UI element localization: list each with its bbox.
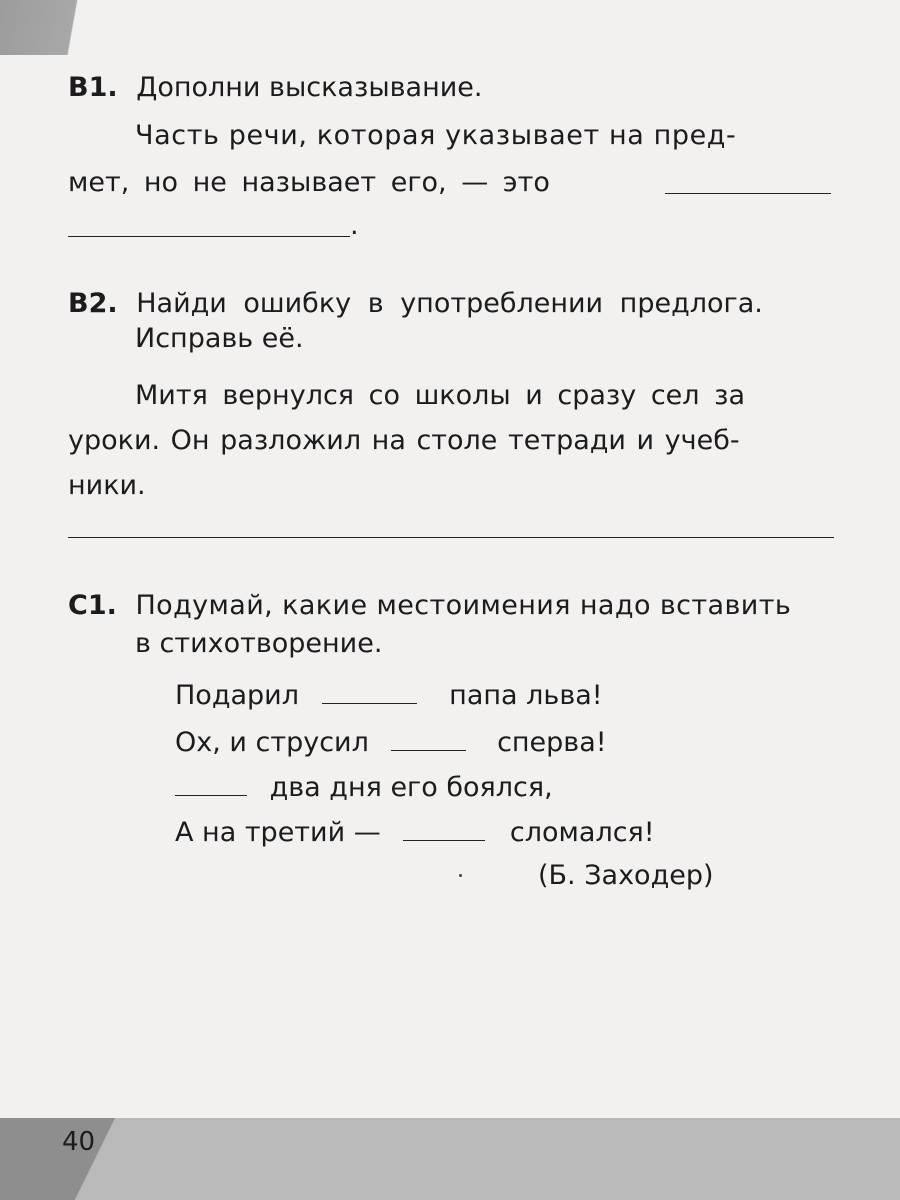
task-b1-label: В1. xyxy=(68,72,118,103)
answer-line-b1-2[interactable] xyxy=(68,236,350,237)
task-c1-title-2: в стихотворение. xyxy=(135,628,383,659)
poem-line-2-end: сперва! xyxy=(497,727,607,758)
poem-line-1 xyxy=(175,680,603,711)
blank-3[interactable] xyxy=(175,773,247,796)
task-b2-title-1: Найди ошибку в употреблении предлога. xyxy=(136,288,763,319)
poem-line-3-end: два дня его боялся, xyxy=(269,772,553,803)
answer-line-b2[interactable] xyxy=(68,537,834,538)
footer-band xyxy=(0,1118,900,1200)
answer-line-b1-1[interactable] xyxy=(665,193,831,194)
blank-1[interactable] xyxy=(322,681,417,704)
corner-decoration xyxy=(0,0,118,55)
poem-line-3 xyxy=(175,772,553,803)
task-b2-heading xyxy=(68,288,763,320)
poem-line-4 xyxy=(175,817,655,848)
page-number: 40 xyxy=(62,1127,96,1157)
task-b1-line1: Часть речи, которая указывает на пред- xyxy=(135,120,737,151)
poem-line-2-start: Ох, и струсил xyxy=(175,727,369,758)
poem-line-4-end: сломался! xyxy=(509,817,655,848)
task-b1-title: Дополни высказывание. xyxy=(136,72,483,103)
poem-line-1-start: Подарил xyxy=(175,680,299,711)
task-b1-heading xyxy=(68,72,483,104)
poem-line-4-start: А на третий — xyxy=(175,817,381,848)
task-c1-heading xyxy=(68,590,791,622)
blank-2[interactable] xyxy=(391,728,466,751)
task-b2-title-2: Исправь её. xyxy=(135,323,304,354)
poem-line-1-end: папа льва! xyxy=(449,680,603,711)
task-c1-title-1: Подумай, какие местоимения надо вставить xyxy=(135,590,792,621)
task-c1-label: С1. xyxy=(68,590,117,621)
task-b2-label: В2. xyxy=(68,288,118,319)
blank-4[interactable] xyxy=(403,818,485,841)
task-b1-end: . xyxy=(350,210,359,241)
poem-line-2 xyxy=(175,727,607,758)
print-speck xyxy=(459,874,462,877)
task-b2-line1: Митя вернулся со школы и сразу сел за xyxy=(135,380,746,411)
poem-author: (Б. Заходер) xyxy=(538,860,714,891)
task-b2-line2: уроки. Он разложил на столе тетради и учеб- xyxy=(68,425,740,456)
task-b2-line3: ники. xyxy=(68,470,146,501)
task-b1-line2: мет, но не называет его, — это xyxy=(68,167,550,198)
